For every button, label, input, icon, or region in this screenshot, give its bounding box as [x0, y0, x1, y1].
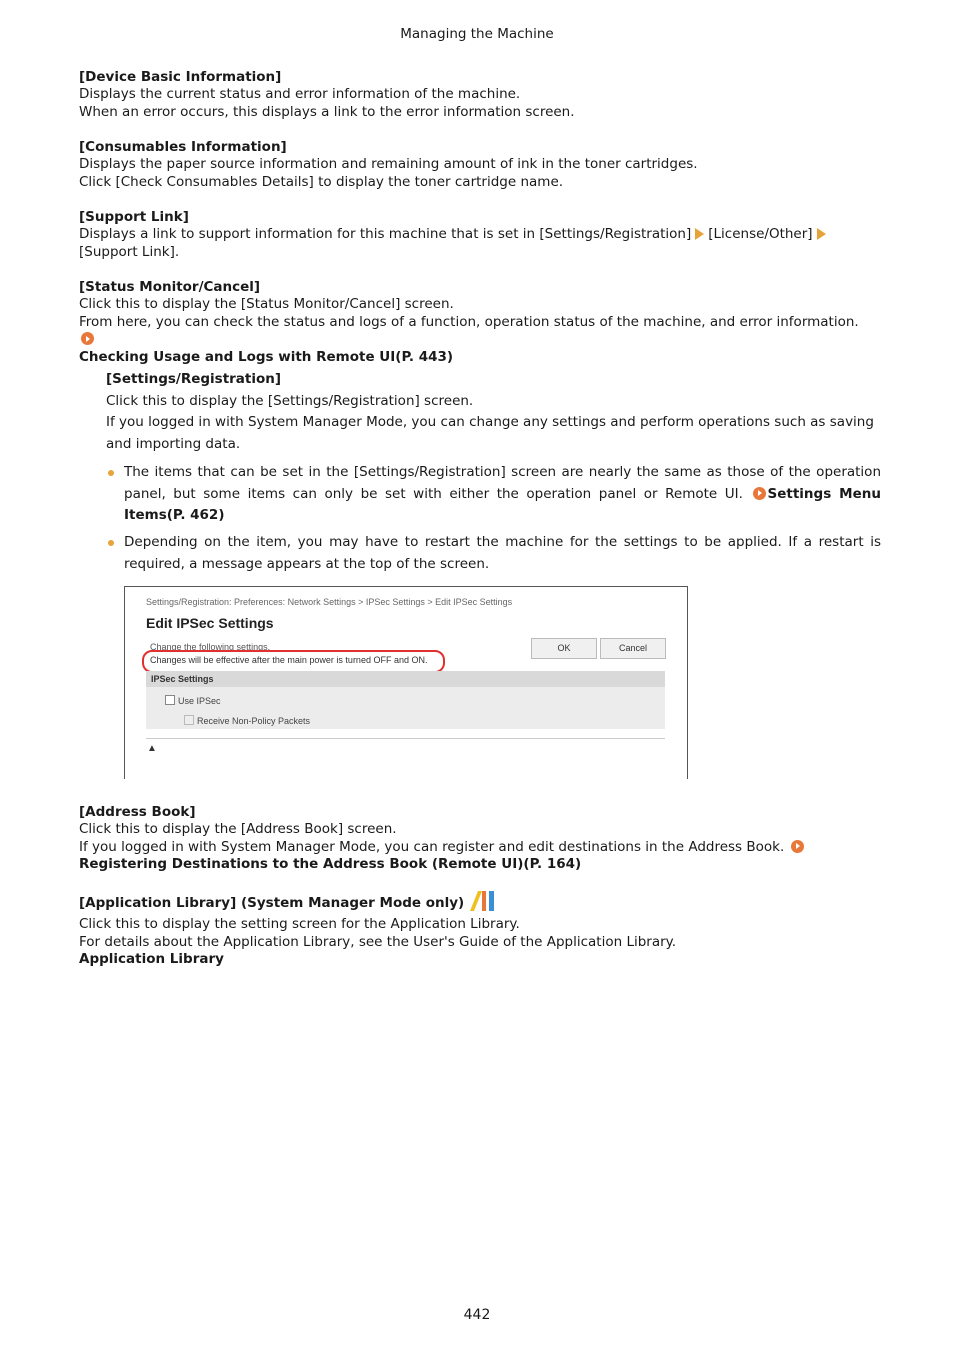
paragraph: Displays a link to support information for this machine that is set in [Settings/Registration] [License/Other] — [79, 226, 879, 243]
checkbox-icon[interactable] — [184, 715, 194, 725]
paragraph: For details about the Application Library, see the User's Guide of the Application Library. — [79, 933, 677, 950]
page-title: Edit IPSec Settings — [146, 615, 274, 631]
link-arrow-icon — [753, 487, 766, 500]
paragraph: Displays the current status and error information of the machine. — [79, 86, 521, 103]
restart-notice: Changes will be effective after the main power is turned OFF and ON. — [150, 655, 428, 665]
section-heading: [Settings/Registration] — [106, 371, 282, 387]
support-link-section — [79, 209, 879, 261]
section-header: IPSec Settings — [146, 671, 665, 687]
bullet-icon — [108, 470, 114, 476]
address-book-link[interactable]: Registering Destinations to the Address Book (Remote UI)(P. 164) — [79, 856, 582, 873]
section-heading: [Consumables Information] — [79, 139, 287, 155]
embedded-screenshot — [124, 586, 688, 779]
paragraph: If you logged in with System Manager Mode, you can register and edit destinations in the Address Book. — [79, 839, 879, 856]
address-book-section — [79, 804, 879, 874]
highlight-oval — [142, 650, 445, 673]
consumables-section — [79, 139, 879, 191]
section-heading: [Application Library] (System Manager Mode only) — [79, 891, 879, 912]
paragraph: Click this to display the [Address Book] screen. — [79, 821, 397, 838]
link-arrow-icon — [791, 840, 804, 853]
paragraph: Click this to display the [Settings/Registration] screen. — [106, 392, 474, 409]
paragraph: Displays the paper source information and remaining amount of ink in the toner cartridges. — [79, 156, 698, 173]
app-library-section — [79, 891, 879, 969]
paragraph: If you logged in with System Manager Mode, you can change any settings and perform operations such as saving and importing data. — [106, 414, 874, 452]
list-item: The items that can be set in the [Settings/Registration] screen are nearly the same as those of the operation panel, but some items can only be set with either the operation panel or Remote UI. Settings Menu Items(P. 462) — [106, 462, 881, 527]
paragraph: Click [Check Consumables Details] to display the toner cartridge name. — [79, 173, 564, 190]
section-heading: [Status Monitor/Cancel] — [79, 279, 261, 295]
application-library-icon — [470, 891, 496, 911]
page-number: 442 — [463, 1307, 491, 1323]
link-arrow-icon — [81, 332, 94, 345]
change-label: Change the following settings. — [150, 642, 271, 652]
paragraph: Click this to display the setting screen for the Application Library. — [79, 916, 520, 933]
ok-button[interactable]: OK — [531, 638, 597, 659]
section-heading: [Address Book] — [79, 804, 196, 820]
status-monitor-link[interactable]: Checking Usage and Logs with Remote UI(P. 443) — [79, 348, 454, 365]
list-item: Depending on the item, you may have to restart the machine for the settings to be applied. If a restart is required, a message appears at the top of the screen. — [106, 532, 881, 575]
settings-registration-section — [106, 369, 881, 455]
to-top-icon[interactable]: ▲ — [147, 743, 157, 754]
section-heading: [Support Link] — [79, 209, 189, 225]
arrow-right-icon — [817, 228, 826, 240]
paragraph: When an error occurs, this displays a link to the error information screen. — [79, 103, 575, 120]
paragraph: Click this to display the [Status Monitor/Cancel] screen. — [79, 296, 454, 313]
arrow-right-icon — [695, 228, 704, 240]
breadcrumb: Settings/Registration: Preferences: Network Settings > IPSec Settings > Edit IPSec Settings — [146, 597, 513, 607]
settings-menu-link[interactable]: Settings Menu Items(P. 462) — [124, 485, 881, 524]
checkbox-icon[interactable] — [165, 695, 175, 705]
divider — [146, 738, 665, 739]
use-ipsec-checkbox[interactable]: Use IPSec — [165, 695, 221, 706]
receive-non-policy-checkbox[interactable]: Receive Non-Policy Packets — [184, 715, 310, 726]
section-heading: [Device Basic Information] — [79, 69, 282, 85]
bullet-icon — [108, 540, 114, 546]
application-library-link[interactable]: Application Library — [79, 951, 224, 968]
paragraph: From here, you can check the status and logs of a function, operation status of the machine, and error information. — [79, 314, 879, 349]
status-monitor-section — [79, 279, 879, 366]
cancel-button[interactable]: Cancel — [600, 638, 666, 659]
device-basic-section — [79, 69, 879, 121]
page-header: Managing the Machine — [400, 26, 554, 42]
paragraph: [Support Link]. — [79, 243, 180, 260]
